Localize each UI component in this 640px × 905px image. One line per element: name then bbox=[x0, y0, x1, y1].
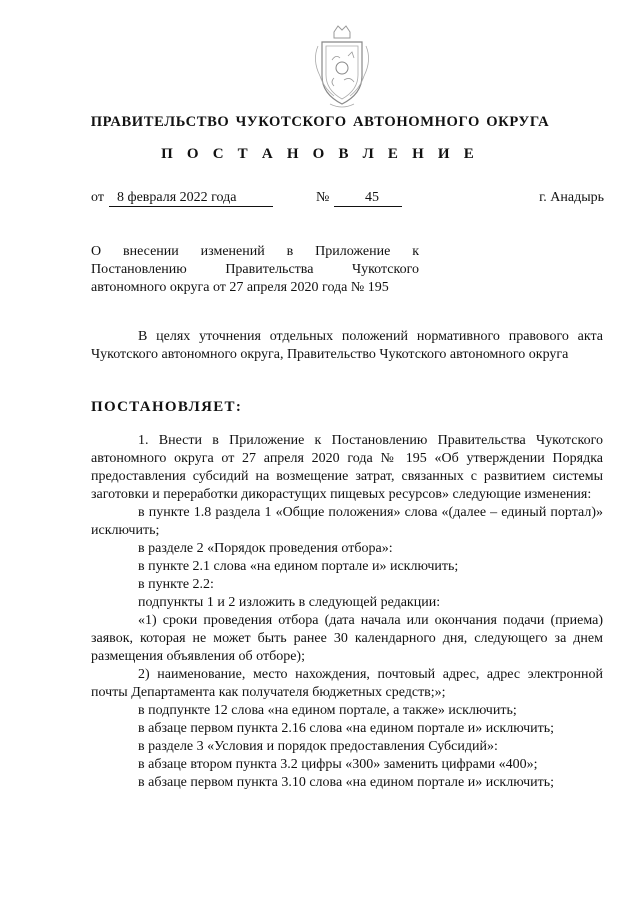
preamble-paragraph: В целях уточнения отдельных положений нормативного правового акта Чукотского автономного округа, Правительство Чукотского автономного округа bbox=[91, 329, 603, 362]
body-paragraph: в пункте 2.2: bbox=[138, 577, 214, 592]
body-paragraph: в разделе 3 «Условия и порядок предоставления Субсидий»: bbox=[138, 739, 498, 754]
body-paragraph: в пункте 1.8 раздела 1 «Общие положения» слова «(далее – единый портал)» исключить; bbox=[91, 505, 603, 538]
body-paragraph: 1. Внести в Приложение к Постановлению Правительства Чукотского автономного округа от 27 апреля 2020 года № 195 «Об утверждении Порядка предоставления субсидий на возмещение затрат, связанных с развитием системы заготовки и переработки дикорастущих пищевых ресурсов» следующие изменения: bbox=[91, 433, 603, 502]
body-paragraph: в абзаце первом пункта 3.10 слова «на едином портале и» исключить; bbox=[138, 775, 555, 790]
preamble-block bbox=[91, 328, 603, 364]
decree-body bbox=[91, 432, 603, 792]
body-paragraph: подпункты 1 и 2 изложить в следующей редакции: bbox=[138, 595, 441, 610]
coat-of-arms-emblem-icon bbox=[304, 20, 380, 112]
body-paragraph: в пункте 2.1 слова «на едином портале и» исключить; bbox=[138, 559, 459, 574]
date-prefix: от bbox=[91, 190, 104, 205]
decree-number: 45 bbox=[334, 190, 402, 207]
body-paragraph: в подпункте 12 слова «на едином портале, а также» исключить; bbox=[138, 703, 517, 718]
government-title: ПРАВИТЕЛЬСТВО ЧУКОТСКОГО АВТОНОМНОГО ОКРУГА bbox=[90, 114, 550, 130]
body-paragraph: 2) наименование, место нахождения, почтовый адрес, адрес электронной почты Департамента как получателя бюджетных средств;»; bbox=[91, 667, 603, 700]
city: г. Анадырь bbox=[539, 190, 604, 205]
resolves-heading: ПОСТАНОВЛЯЕТ: bbox=[91, 399, 243, 415]
body-paragraph: в абзаце первом пункта 2.16 слова «на едином портале и» исключить; bbox=[138, 721, 555, 736]
decree-subject bbox=[91, 243, 419, 297]
subject-line: автономного округа от 27 апреля 2020 года № 195 bbox=[91, 280, 389, 295]
body-paragraph: «1) сроки проведения отбора (дата начала или окончания подачи (приема) заявок, которая не может быть ранее 30 календарного дня, следующего за днем размещения объявления об отборе); bbox=[91, 613, 603, 664]
body-paragraph: в абзаце втором пункта 3.2 цифры «300» заменить цифрами «400»; bbox=[138, 757, 538, 772]
decree-date: 8 февраля 2022 года bbox=[109, 190, 273, 207]
document-type-title: П О С Т А Н О В Л Е Н И Е bbox=[161, 146, 479, 162]
body-paragraph: в разделе 2 «Порядок проведения отбора»: bbox=[138, 541, 393, 556]
number-sign: № bbox=[316, 190, 330, 205]
subject-line: Постановлению Правительства Чукотского bbox=[91, 262, 419, 277]
subject-line: О внесении изменений в Приложение к bbox=[91, 244, 419, 259]
